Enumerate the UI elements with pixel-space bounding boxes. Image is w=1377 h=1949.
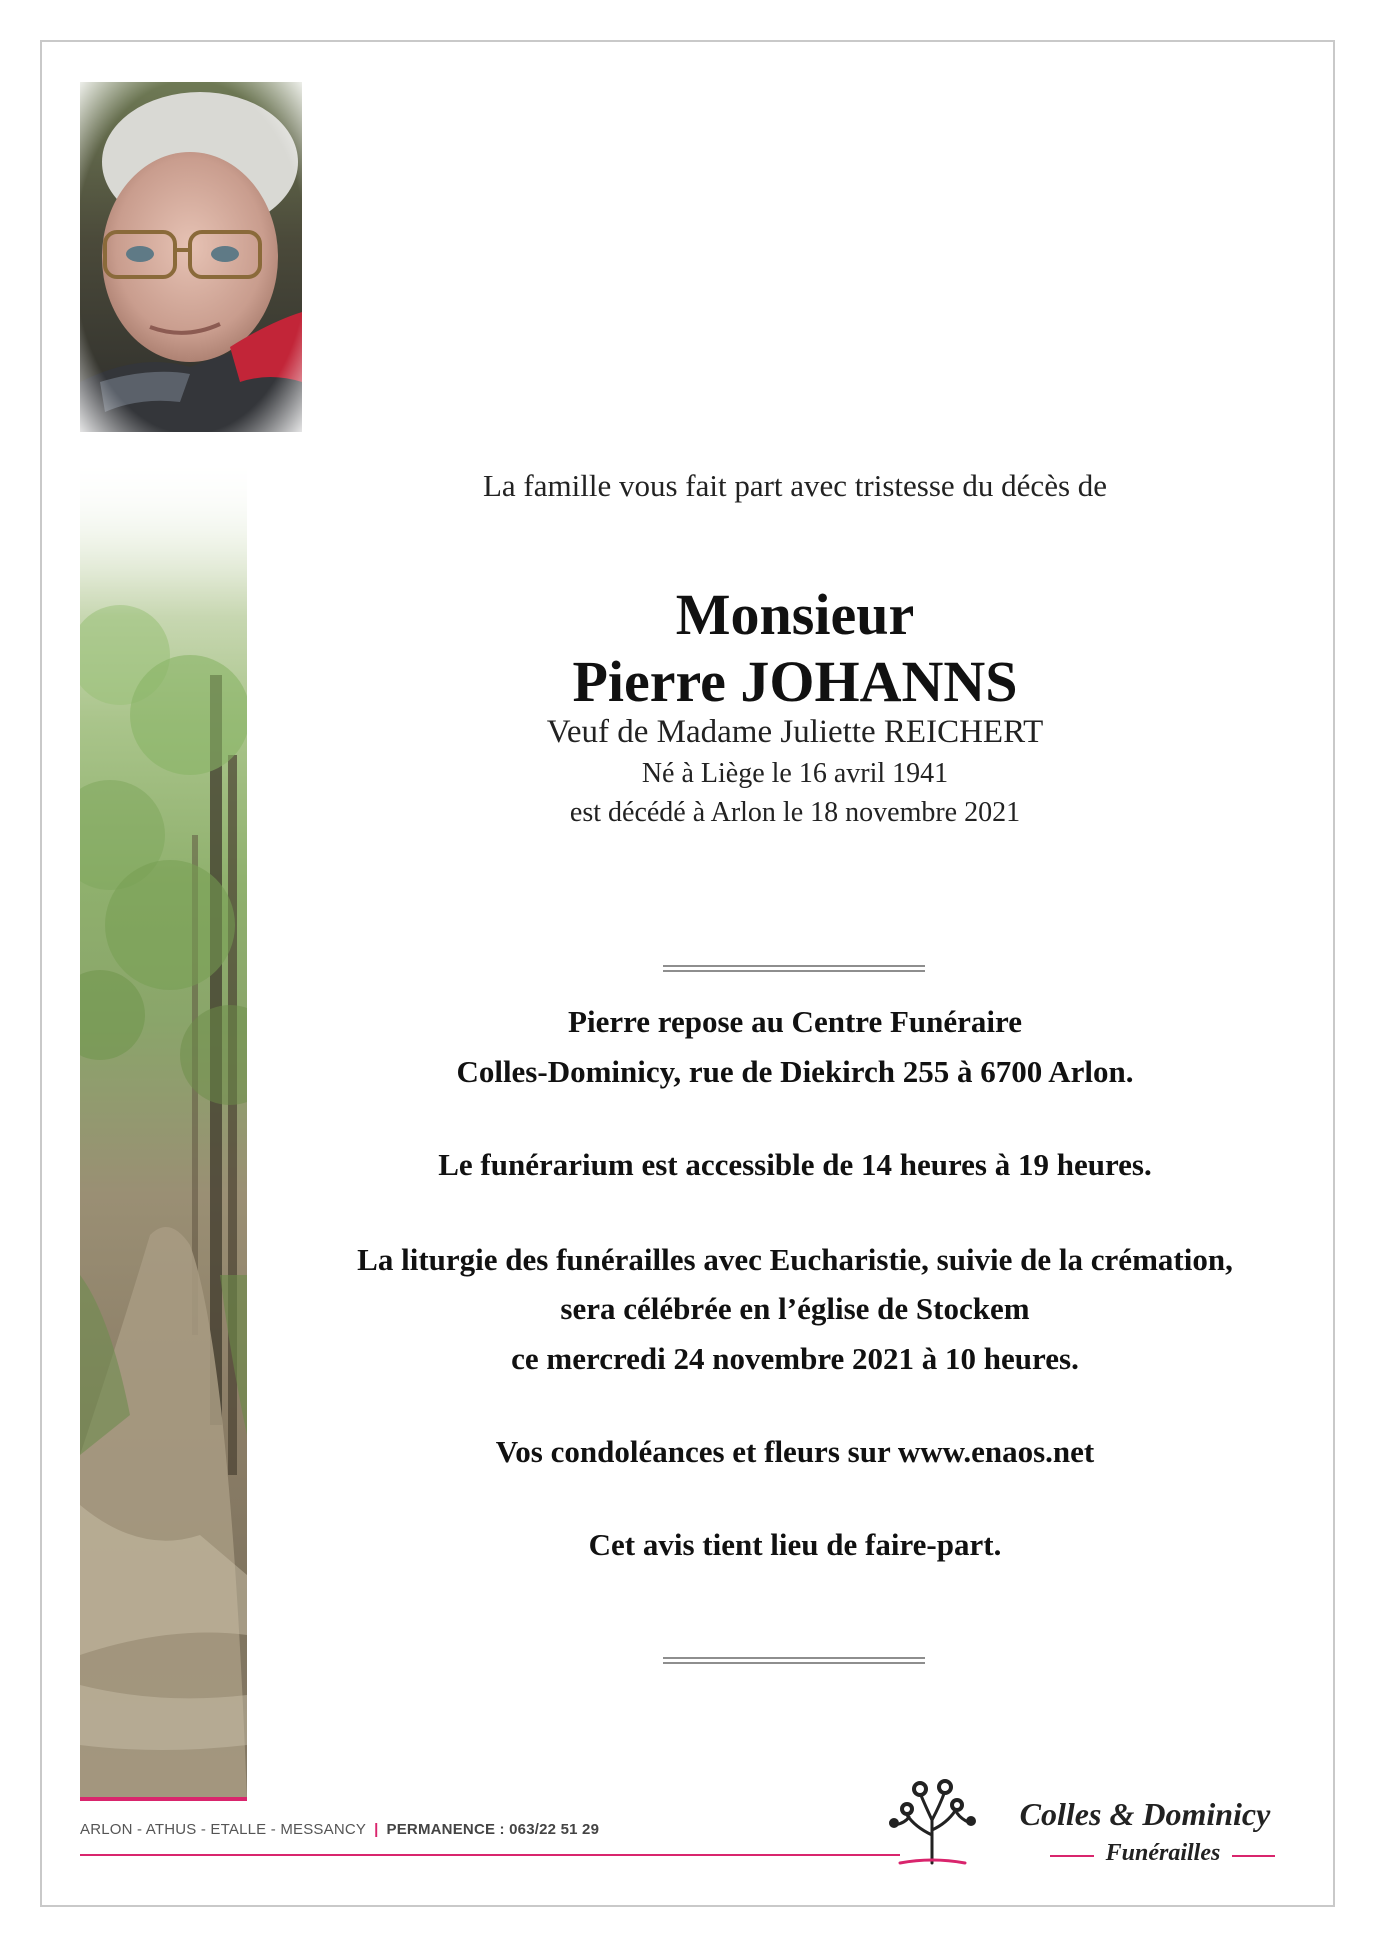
brand-name: Colles & Dominicy <box>1019 1796 1271 1832</box>
footer-locations: ARLON - ATHUS - ETALLE - MESSANCY <box>80 1821 367 1838</box>
notice-text: Cet avis tient lieu de faire-part. <box>588 1527 1002 1562</box>
intro-text: La famille vous fait part avec tristesse du décès de <box>482 468 1108 503</box>
portrait-photo <box>80 82 302 432</box>
visiting-hours: Le funérarium est accessible de 14 heures à 19 heures. <box>438 1147 1152 1182</box>
liturgy-line-2: sera célébrée en l’église de Stockem <box>560 1291 1030 1326</box>
divider-top <box>663 965 925 972</box>
condolences-text: Vos condoléances et fleurs sur www.enaos.net <box>495 1434 1095 1469</box>
honorific: Monsieur <box>675 582 915 647</box>
footer-permanence: PERMANENCE : 063/22 51 29 <box>386 1821 600 1838</box>
deceased-name: Pierre JOHANNS <box>572 649 1018 714</box>
repose-line-2: Colles-Dominicy, rue de Diekirch 255 à 6700 Arlon. <box>456 1054 1134 1089</box>
footer-separator: | <box>374 1821 379 1838</box>
brand-subtitle-block <box>1050 1840 1275 1870</box>
repose-line-1: Pierre repose au Centre Funéraire <box>568 1004 1022 1039</box>
birth-info: Né à Liège le 16 avril 1941 <box>641 758 949 789</box>
footer-pink-line <box>80 1854 900 1856</box>
brand-line-right <box>1232 1855 1275 1857</box>
divider-bottom <box>663 1657 925 1664</box>
widow-of: Veuf de Madame Juliette REICHERT <box>546 714 1044 750</box>
death-info: est décédé à Arlon le 18 novembre 2021 <box>569 797 1021 828</box>
brand-line-left <box>1050 1855 1094 1857</box>
accent-bar <box>80 1797 247 1801</box>
footer-locations-bar <box>80 1821 599 1838</box>
tree-logo-icon <box>885 1775 980 1865</box>
liturgy-line-3: ce mercredi 24 novembre 2021 à 10 heures. <box>511 1341 1079 1376</box>
brand-subtitle: Funérailles <box>1105 1840 1221 1866</box>
forest-path-image <box>80 455 247 1800</box>
liturgy-line-1: La liturgie des funérailles avec Eucharistie, suivie de la crémation, <box>357 1242 1233 1277</box>
